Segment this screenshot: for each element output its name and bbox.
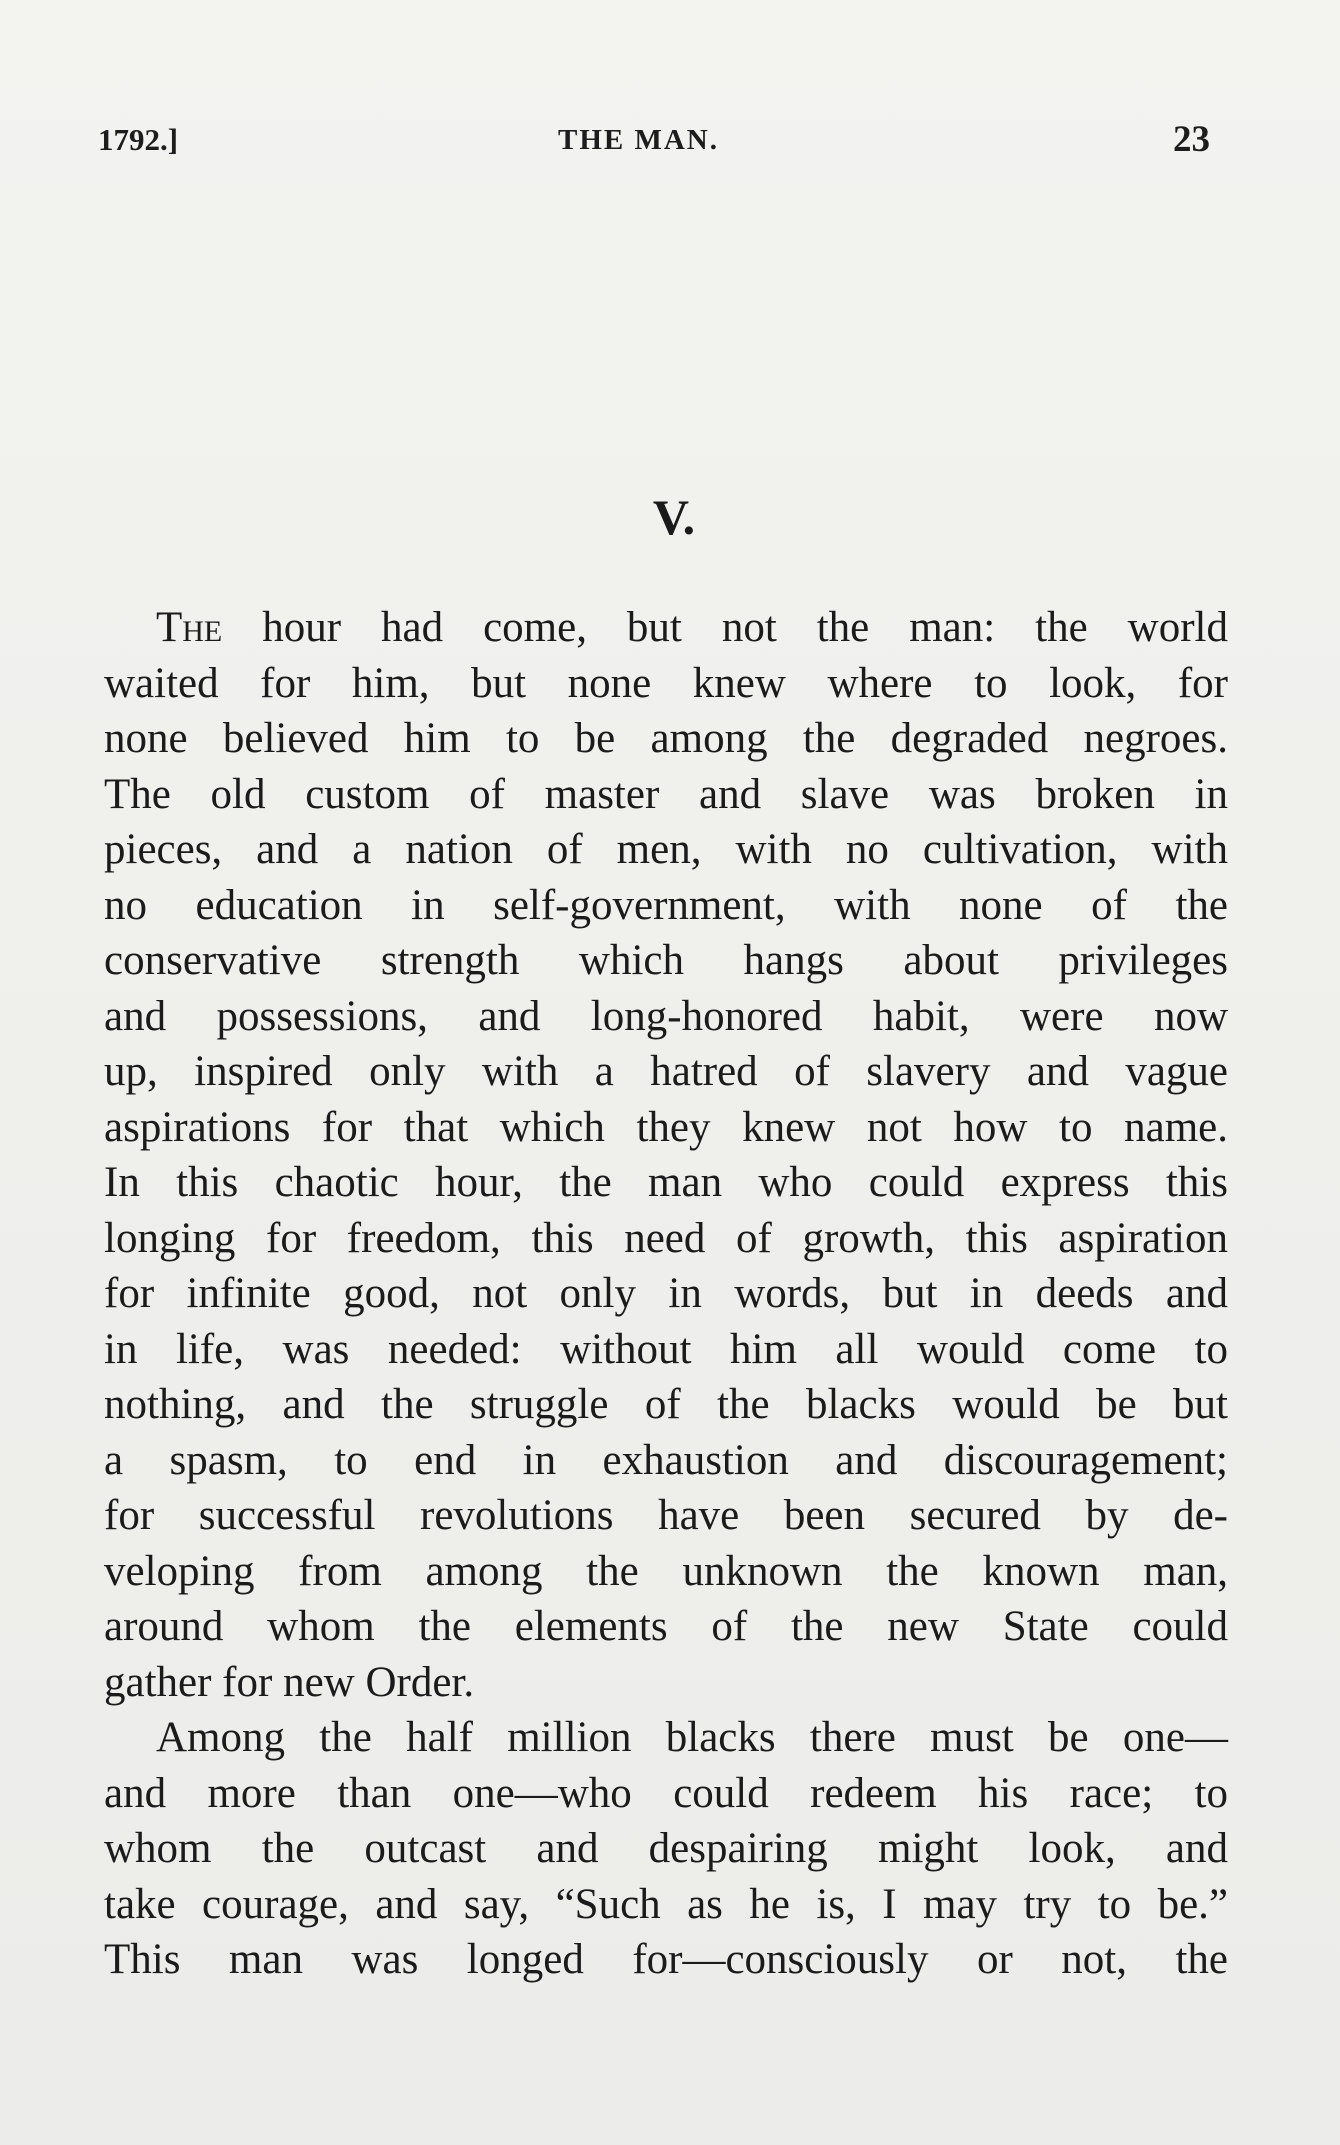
first-line-rest: hour had come, but not the man: the world <box>222 604 1228 651</box>
paragraph-2 <box>104 1710 1228 1988</box>
text-line: aspirations for that which they knew not how to name. <box>104 1103 1228 1151</box>
text-line: gather for new Order. <box>104 1658 475 1706</box>
paragraph-1 <box>104 600 1228 1710</box>
page-number: 23 <box>1173 119 1210 160</box>
text-line: take courage, and say, “Such as he is, I may try to be.” <box>104 1880 1228 1928</box>
text-line: for infinite good, not only in words, but in deeds and <box>104 1270 1228 1317</box>
text-line: and more than one—who could redeem his race; to <box>104 1769 1228 1817</box>
text-line: waited for him, but none knew where to look, for <box>104 659 1228 707</box>
text-line: nothing, and the struggle of the blacks would be but <box>104 1381 1228 1428</box>
text-line: around whom the elements of the new State could <box>104 1603 1228 1650</box>
running-header <box>98 118 1218 168</box>
chapter-heading: V. <box>652 489 696 545</box>
text-line: In this chaotic hour, the man who could express this <box>104 1159 1228 1206</box>
text-line: pieces, and a nation of men, with no cultivation, with <box>104 826 1228 873</box>
text-line: none believed him to be among the degraded negroes. <box>104 715 1228 762</box>
header-year: 1792.] <box>98 122 179 157</box>
text-line: up, inspired only with a hatred of slavery and vague <box>104 1048 1228 1095</box>
text-line <box>104 600 1228 656</box>
text-line: The old custom of master and slave was broken in <box>104 770 1228 818</box>
running-title: THE MAN. <box>558 124 719 156</box>
body-text <box>104 600 1228 1988</box>
text-line: veloping from among the unknown the known man, <box>104 1547 1228 1595</box>
text-line: This man was longed for—consciously or not, the <box>104 1936 1228 1983</box>
text-line: no education in self-government, with none of the <box>104 881 1228 929</box>
text-line: and possessions, and long-honored habit, were now <box>104 992 1228 1040</box>
text-line: for successful revolutions have been secured by de- <box>104 1492 1228 1539</box>
text-line: a spasm, to end in exhaustion and discouragement; <box>104 1436 1228 1484</box>
opening-word: The <box>156 604 223 651</box>
text-line: Among the half million blacks there must be one— <box>156 1714 1228 1761</box>
text-line: in life, was needed: without him all would come to <box>104 1325 1228 1373</box>
text-line: whom the outcast and despairing might look, and <box>104 1825 1228 1872</box>
text-line: longing for freedom, this need of growth, this aspiration <box>104 1214 1228 1262</box>
text-line: conservative strength which hangs about privileges <box>104 937 1228 984</box>
